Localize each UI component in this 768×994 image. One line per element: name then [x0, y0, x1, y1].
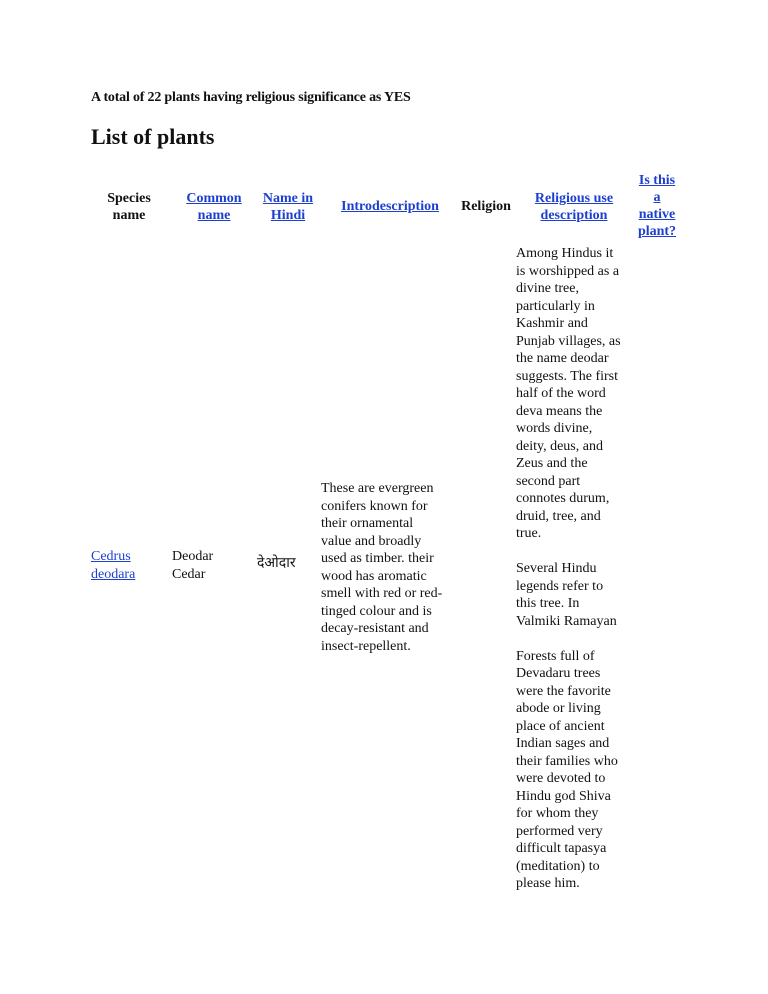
common-name-line2: Cedar — [172, 566, 206, 582]
religious-use-cell — [516, 245, 632, 893]
religious-use-line: Devadaru trees — [516, 666, 601, 681]
religious-use-line: please him. — [516, 876, 580, 891]
header-native-line2: a — [653, 190, 661, 205]
religious-use-line: connotes durum, — [516, 491, 610, 506]
header-hindi-line2: Hindi — [270, 208, 306, 223]
religious-use-line: Zeus and the — [516, 456, 588, 471]
header-native-line1: Is this — [638, 173, 676, 188]
introdescription-line: conifers known for — [321, 498, 428, 514]
introdescription-line: wood has aromatic — [321, 568, 427, 584]
header-religious-use-link[interactable] — [520, 190, 628, 224]
religious-use-line: is worshipped as a — [516, 263, 620, 279]
header-common-line2: name — [197, 208, 231, 223]
species-link[interactable] — [91, 548, 163, 583]
header-religion — [454, 198, 518, 215]
introdescription-cell — [321, 480, 449, 655]
introdescription-line: value and broadly — [321, 533, 422, 549]
introdescription-line: smell with red or red- — [321, 586, 443, 601]
header-native-line3: native — [638, 207, 676, 222]
religious-use-line: second part — [516, 473, 581, 489]
species-link-line2[interactable]: deodara — [91, 566, 136, 582]
introdescription-line: tinged colour and is — [321, 603, 432, 619]
header-common-name-link[interactable] — [178, 190, 250, 224]
header-common-line1: Common — [186, 191, 242, 206]
header-native-plant-link[interactable] — [632, 172, 682, 240]
header-species-name — [96, 190, 162, 224]
header-native-line4: plant? — [637, 224, 677, 239]
common-name-line1: Deodar — [172, 549, 214, 564]
page-title: List of plants — [91, 124, 215, 149]
introdescription-line: decay-resistant and — [321, 621, 429, 636]
religious-use-line: performed very — [516, 823, 603, 839]
religious-use-line: abode or living — [516, 701, 601, 716]
religious-use-line: druid, tree, and — [516, 508, 601, 524]
religious-use-line: legends refer to — [516, 578, 604, 594]
religious-use-line: half of the word — [516, 386, 606, 401]
summary-text: A total of 22 plants having religious significance as YES — [91, 90, 411, 105]
religious-use-line: this tree. In — [516, 596, 580, 611]
header-species-line1: Species — [107, 191, 151, 206]
header-species-line2: name — [112, 208, 146, 223]
religious-use-line: their families who — [516, 753, 618, 769]
religious-use-paragraph — [516, 245, 632, 543]
hindi-name-cell: देओदार — [257, 555, 296, 571]
introdescription-line: insect-repellent. — [321, 638, 411, 654]
religious-use-line: deva means the — [516, 403, 603, 419]
religious-use-line: words divine, — [516, 421, 593, 436]
introdescription-line: used as timber. their — [321, 551, 434, 566]
introdescription-line: their ornamental — [321, 516, 414, 531]
header-introdescription-link[interactable] — [332, 198, 448, 215]
religious-use-line: particularly in — [516, 298, 595, 314]
religious-use-line: Several Hindu — [516, 561, 597, 576]
common-name-cell — [172, 548, 248, 583]
header-religious-use-line2: description — [540, 208, 608, 223]
religious-use-line: Forests full of — [516, 648, 595, 664]
religious-use-paragraph — [516, 648, 632, 893]
religious-use-line: Among Hindus it — [516, 246, 614, 261]
religious-use-line: were devoted to — [516, 771, 606, 786]
introdescription-line: These are evergreen — [321, 481, 434, 496]
religious-use-line: Punjab villages, as — [516, 333, 621, 349]
religious-use-line: were the favorite — [516, 683, 611, 699]
header-religion-label: Religion — [461, 199, 511, 214]
header-hindi-name-link[interactable] — [256, 190, 320, 224]
religious-use-paragraph — [516, 560, 632, 630]
religious-use-line: true. — [516, 526, 542, 541]
header-intro-label: Introdescription — [341, 199, 439, 214]
religious-use-line: place of ancient — [516, 718, 605, 734]
religious-use-line: divine tree, — [516, 281, 579, 296]
religious-use-line: (meditation) to — [516, 858, 600, 874]
header-religious-use-line1: Religious use — [534, 191, 614, 206]
religious-use-line: deity, deus, and — [516, 438, 603, 454]
religious-use-line: Indian sages and — [516, 736, 610, 751]
religious-use-line: Hindu god Shiva — [516, 788, 611, 804]
religious-use-line: suggests. The first — [516, 368, 619, 384]
religious-use-line: Kashmir and — [516, 316, 588, 331]
religious-use-line: for whom they — [516, 806, 599, 821]
religious-use-line: the name deodar — [516, 351, 609, 366]
religious-use-line: difficult tapasya — [516, 841, 607, 856]
species-link-line1[interactable]: Cedrus — [91, 549, 131, 564]
religious-use-line: Valmiki Ramayan — [516, 613, 617, 629]
header-hindi-line1: Name in — [262, 191, 314, 206]
